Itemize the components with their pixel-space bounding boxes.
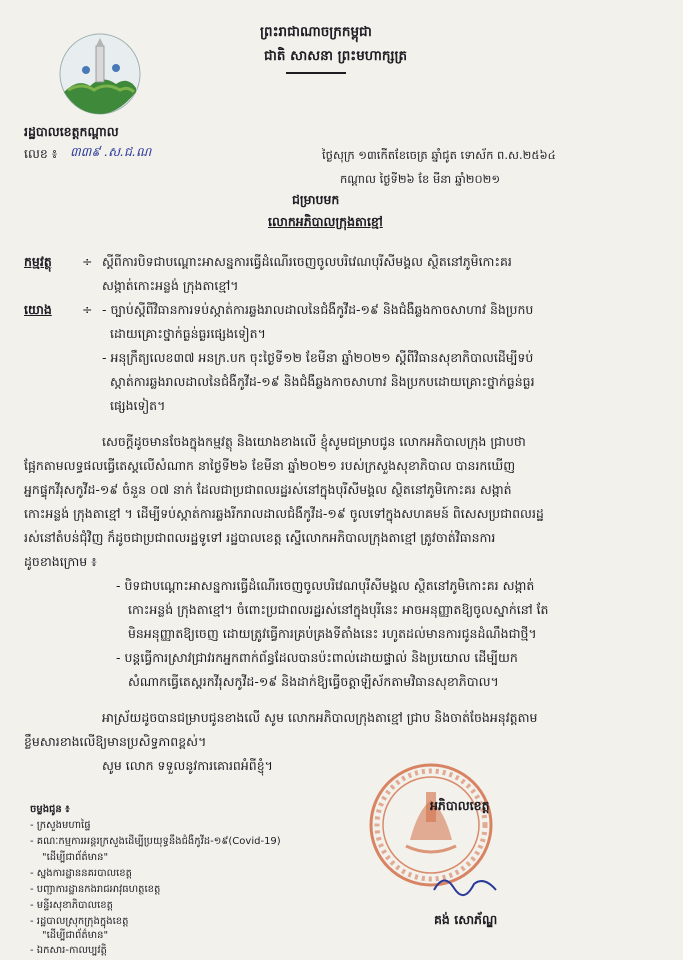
reference-item-2-line-2: ស្កាត់ការឆ្លងរាលដាលនៃជំងឺកូវីដ-១៩ និងជំងឺឆ្លងកាចសាហាវ និងប្រកបដោយគ្រោះថ្នាក់ធ្ងន់ធ្ងរ [110,374,535,389]
reference-item-2-line-1: - អនុក្រឹត្យលេខ៣៧ អនក្រ.បក ចុះថ្ងៃទី១២ ខែមីនា ឆ្នាំ២០២១ ស្តីពីវិធានសុខាភិបាលដើម្បីទប់ [102,350,534,365]
body-para-1-line-1: សេចក្តីដូចមានចែងក្នុងកម្មវត្ថុ និងយោងខាងលើ ខ្ញុំសូមជម្រាបជូន លោកអភិបាលក្រុង ជ្រាបថា [102,434,526,449]
recipient-item: "ដើម្បីជាព័ត៌មាន" [42,930,109,941]
addressee-label: ជម្រាបមក [292,192,340,207]
measure-1-line-2: កោះអន្លង់ ក្រុងតាខ្មៅ។ ចំពោះប្រជាពលរដ្ឋរស់នៅក្នុងបុរីនេះ អាចអនុញ្ញាតឱ្យចូលស្នាក់នៅ តែ [128,602,549,617]
reference-item-1-line-1: - ច្បាប់ស្តីពីវិធានការទប់ស្កាត់ការឆ្លងរាលដាលនៃជំងឺកូវីដ-១៩ និងជំងឺឆ្លងកាចសាហាវ និងប្រកប [102,302,534,317]
subject-separator: ÷ [82,254,93,269]
addressee-name: លោកអភិបាលក្រុងតាខ្មៅ [268,214,383,229]
body-para-1-line-3: អ្នកផ្ទុកវីរុសកូវីដ-១៩ ចំនួន ០៧ នាក់ ដែលជាប្រជាពលរដ្ឋរស់នៅក្នុងបុរីសីមង្គល ស្ថិតនៅភូមិកោះគរ សង្កាត់ [24,482,512,497]
kingdom-title: ព្រះរាជាណាចក្រកម្ពុជា [260,24,372,40]
subject-label: កម្មវត្ថុ [24,254,52,269]
measure-2-line-2: សំណាកធ្វើតេស្តរកវីរុសកូវីដ-១៩ និងដាក់ឱ្យធ្វើចត្តាឡីស័កតាមវិធានសុខាភិបាល។ [128,674,499,689]
recipient-item: - ស្នងការដ្ឋាននគរបាលខេត្ត [30,868,133,879]
reference-separator: ÷ [82,302,93,317]
signatory-name: គង់ សោភ័ណ្ឌ [434,912,498,927]
closing-line: សូម លោក ទទួលនូវការគោរពអំពីខ្ញុំ។ [102,758,273,773]
signatory-title: អភិបាលខេត្ត [430,798,490,813]
provincial-logo [58,32,142,116]
recipient-item: "ដើម្បីជាព័ត៌មាន" [42,852,109,863]
measure-1-line-3: មិនអនុញ្ញាតឱ្យចេញ ដោយត្រូវធ្វើការគ្រប់គ្រងទីតាំងនេះ រហូតដល់មានការជូនដំណឹងជាថ្មី។ [128,626,537,641]
reference-section-label: យោង [24,302,52,317]
recipient-item: - គណៈកម្មការអន្តរក្រសួងដើម្បីប្រយុទ្ធនឹងជំងឺកូវីដ-១៩(Covid-19) [30,836,281,847]
subject-line-1: ស្តីពីការបិទជាបណ្តោះអាសន្នការធ្វើដំណើរចេញចូលបរិវេណបុរីសីមង្គល ស្ថិតនៅភូមិកោះគរ [102,254,512,269]
recipient-item: - ក្រសួងមហាផ្ទៃ [30,820,91,831]
body-para-2-line-2: ខ្លឹមសារខាងលើឱ្យមានប្រសិទ្ធភាពខ្ពស់។ [24,734,207,749]
khmer-lunar-date: ថ្ងៃសុក្រ ១៣កើតខែចេត្រ ឆ្នាំជូត ទោស័ក ព.ស.២៥៦៤ [322,148,556,162]
body-para-1-line-6: ដូចខាងក្រោម ៖ [24,554,97,569]
measure-2-line-1: - បន្តធ្វើការស្រាវជ្រាវរកអ្នកពាក់ព័ន្ធដែលបានប៉ះពាល់ដោយផ្ទាល់ និងប្រយោល ដើម្បីយក [116,650,518,665]
body-para-1-line-2: ផ្អែកតាមលទ្ធផលធ្វើតេស្តលើសំណាក នាថ្ងៃទី២៦ ខែមីនា ឆ្នាំ២០២១ របស់ក្រសួងសុខាភិបាល បានរកឃើញ [24,458,516,473]
national-motto: ជាតិ សាសនា ព្រះមហាក្សត្រ [264,48,408,64]
motto-divider [286,72,346,74]
subject-line-2: សង្កាត់កោះអន្លង់ ក្រុងតាខ្មៅ។ [102,278,239,293]
body-para-1-line-5: រស់នៅតំបន់ជុំវិញ ក៏ដូចជាប្រជាពលរដ្ឋទូទៅ រដ្ឋបាលខេត្ត ស្នើលោកអភិបាលក្រុងតាខ្មៅ ត្រូវចាត់វិធានការ [24,530,496,545]
body-para-1-line-4: កោះអន្លង់ ក្រុងតាខ្មៅ ។ ដើម្បីទប់ស្កាត់ការឆ្លងរីករាលដាលជំងឺកូវីដ-១៩ ចូលទៅក្នុងសហគមន៍ ពិសេសប្រជាពលរដ្ឋ [24,506,544,521]
reference-label: លេខ ៖ [24,146,58,161]
body-para-2-line-1: អាស្រ័យដូចបានជម្រាបជូនខាងលើ សូម លោកអភិបាលក្រុងតាខ្មៅ ជ្រាប និងចាត់ចែងអនុវត្តតាម [102,710,538,725]
measure-1-line-1: - បិទជាបណ្តោះអាសន្នការធ្វើដំណើរចេញចូលបរិវេណបុរីសីមង្គល ស្ថិតនៅភូមិកោះគរ សង្កាត់ [116,578,535,593]
institution-name: រដ្ឋបាលខេត្តកណ្តាល [24,124,119,139]
reference-item-2-line-3: ផ្សេងទៀត។ [110,398,166,413]
reference-number: ៣៣៩ .ស.ជ.ណ [70,144,152,159]
handwritten-signature [430,870,500,900]
gregorian-date: កណ្តាល ថ្ងៃទី២៦ ខែ មីនា ឆ្នាំ២០២១ [340,172,501,186]
recipient-item: - រដ្ឋបាលស្រុកក្រុងក្នុងខេត្ត [30,916,129,927]
reference-item-1-line-2: ដោយគ្រោះថ្នាក់ធ្ងន់ធ្ងរផ្សេងទៀត។ [110,326,266,341]
recipient-item: - ឯកសារ-កាលប្បវត្តិ [30,945,107,956]
recipients-title: ចម្លងជូន ៖ [30,804,70,815]
recipient-item: - បញ្ជាការដ្ឋានកងរាជអាវុធហត្ថខេត្ត [30,884,161,895]
recipient-item: - មន្ទីរសុខាភិបាលខេត្ត [30,900,113,911]
